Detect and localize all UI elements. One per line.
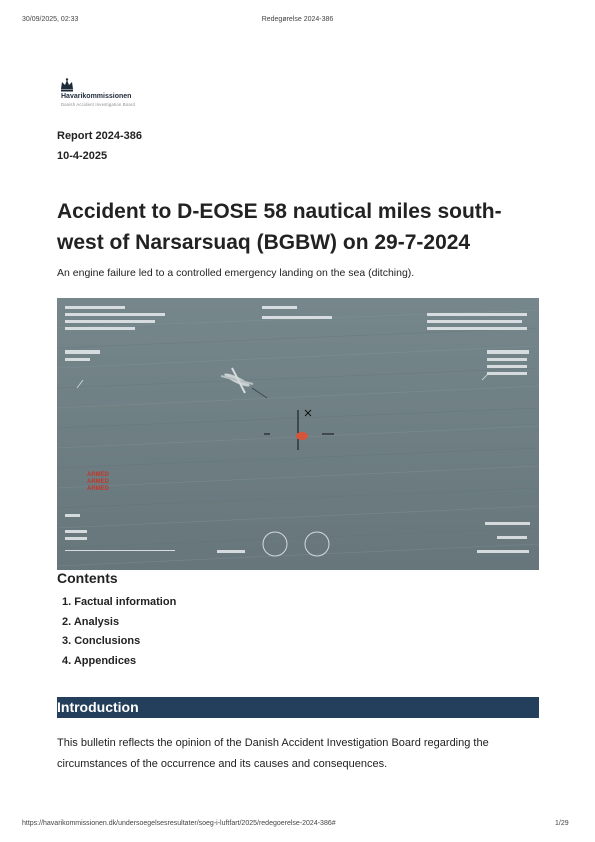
print-page-number: 1/29 [555,820,569,827]
toc-item-factual-information[interactable]: 1. Factual information [62,596,177,608]
toc-item-appendices[interactable]: 4. Appendices [62,654,137,667]
introduction-heading: Introduction [57,699,139,715]
lead-paragraph: An engine failure led to a controlled emergency landing on the sea (ditching). [57,267,415,279]
armed-label: ARMED [87,479,109,485]
toc-item-analysis[interactable]: 2. Analysis [62,615,120,628]
armed-label: ARMED [87,486,109,492]
report-number: Report 2024-386 [57,130,142,142]
life-raft [296,432,308,440]
introduction-section-header [57,697,539,718]
introduction-text: This bulletin reflects the opinion of the Danish Accident Investigation Board regarding the circumstances of the occurrence and its causes and consequences. [57,737,489,770]
crown-icon [60,78,74,92]
contents-heading: Contents [57,570,118,586]
armed-indicators [87,472,109,493]
print-doc-title: Redegørelse 2024-386 [261,16,334,23]
print-datetime: 30/09/2025, 02:33 [22,16,79,23]
print-url: https://havarikommissionen.dk/undersoegelsesresultater/soeg-i-luftfart/2025/redegoerelse-2024-386# [22,820,336,827]
report-date: 10-4-2025 [57,150,108,162]
logo-name[interactable]: Havarikommissionen [61,93,132,100]
contents-list [62,594,176,672]
armed-label: ARMED [87,472,109,478]
ditching-photo [57,298,539,570]
logo-subtitle: Danish Accident Investigation Board [61,102,136,107]
toc-item-conclusions[interactable]: 3. Conclusions [62,635,141,647]
page-title: Accident to D-EOSE 58 nautical miles south-west of Narsarsuaq (BGBW) on 29-7-2024 [57,200,502,254]
